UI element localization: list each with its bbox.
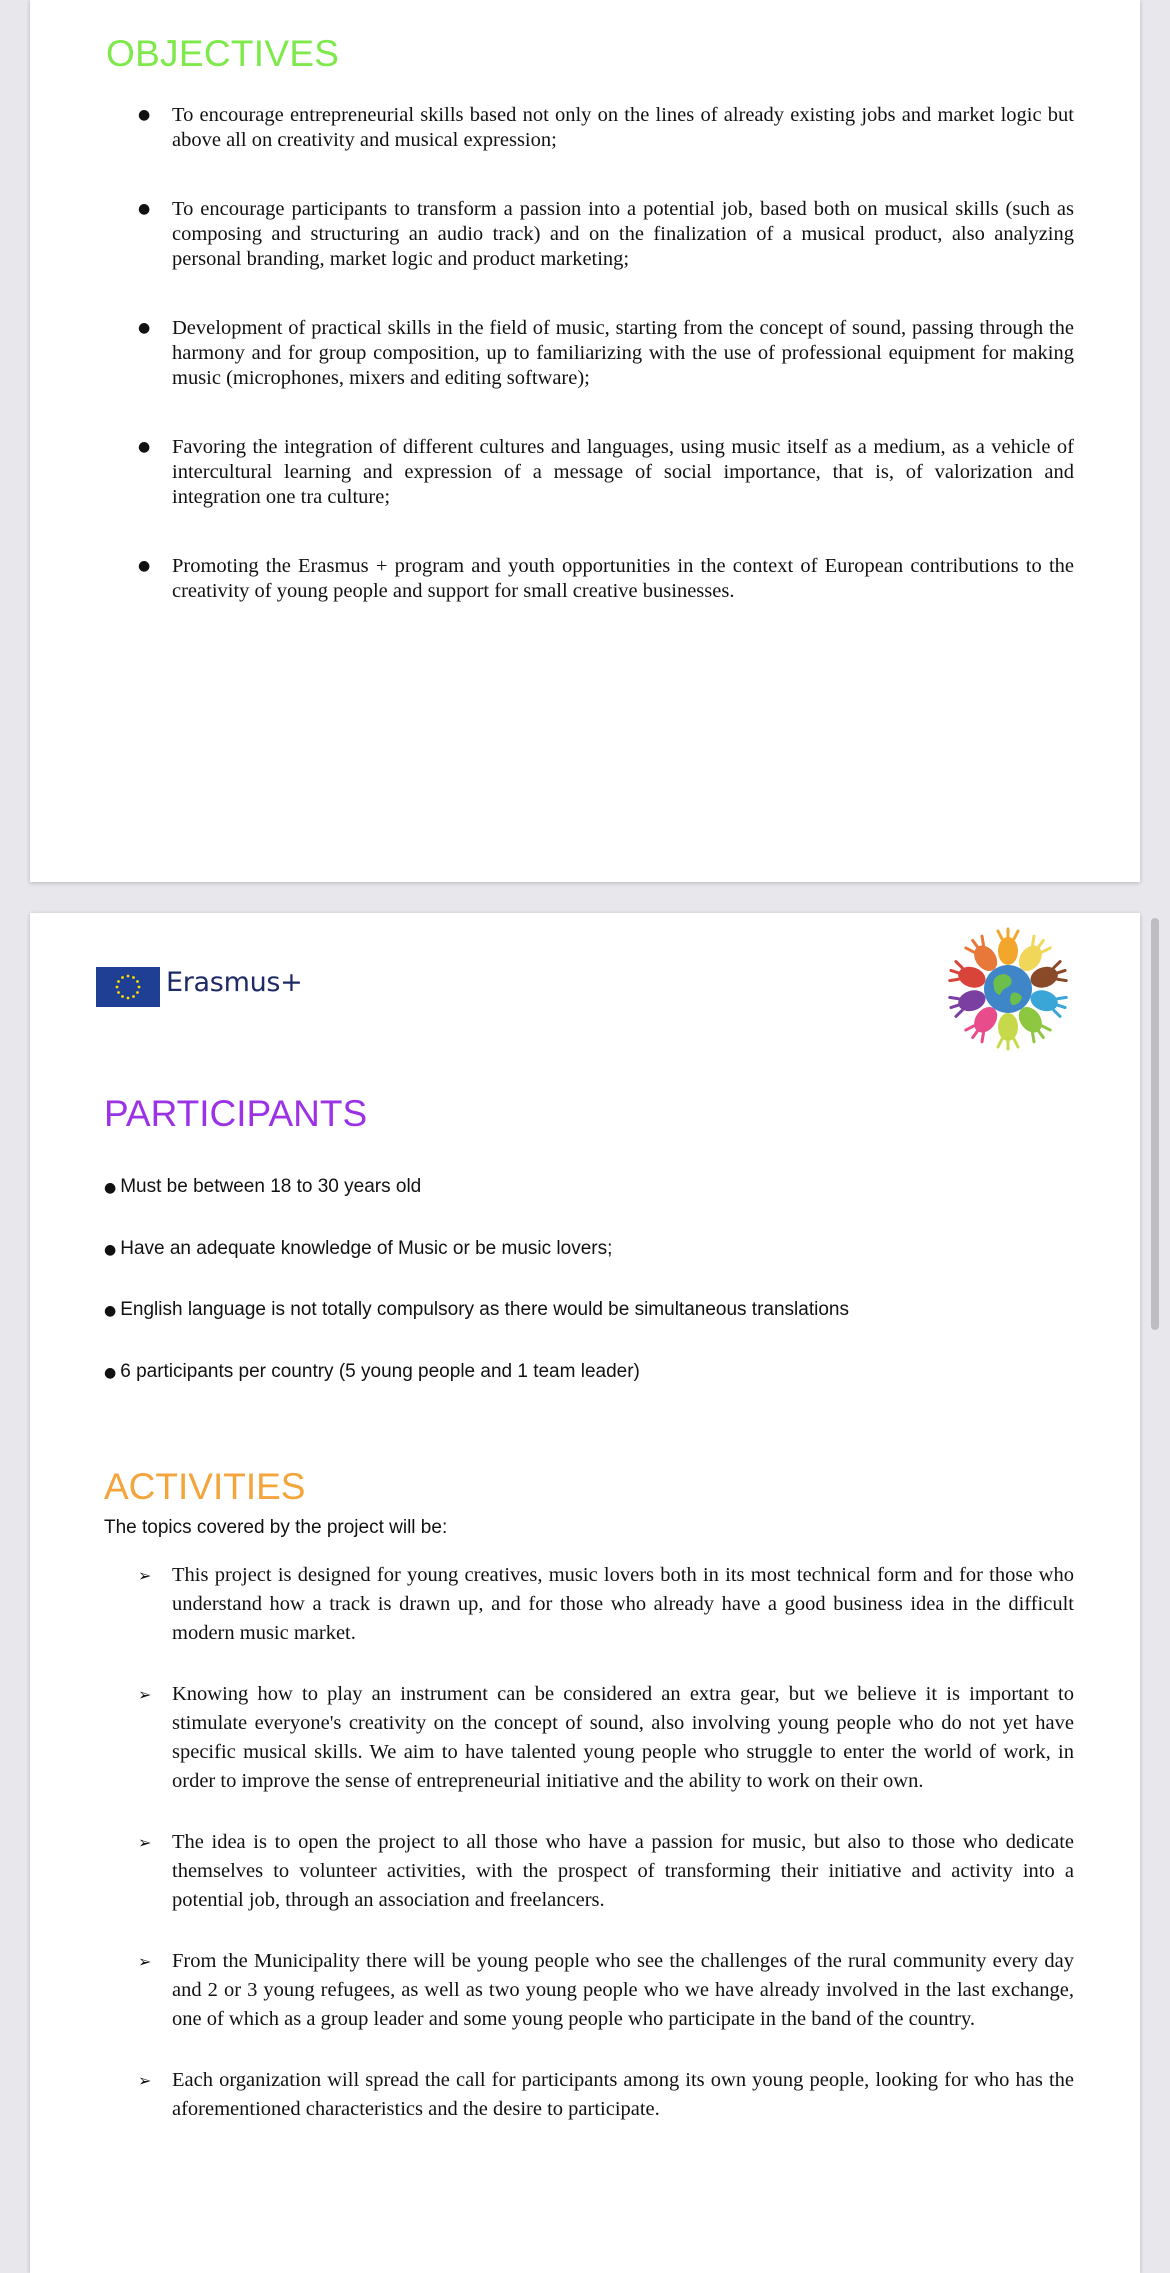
document-page-1 — [30, 0, 1140, 882]
participant-item — [104, 1361, 1084, 1423]
bullet-icon: ● — [104, 1180, 117, 1196]
arrow-bullet-icon: ➢ — [138, 2071, 152, 2090]
participant-item-text: Must be between 18 to 30 years old — [120, 1176, 422, 1197]
objective-item: ● To encourage entrepreneurial skills based not only on the lines of already existing jobs and market logic but above all on creativity and musical expression; — [172, 103, 1074, 153]
vertical-scrollbar[interactable] — [1151, 918, 1159, 1330]
bullet-icon: ● — [104, 1364, 117, 1381]
objectives-list — [172, 103, 1074, 648]
activity-item-text: Each organization will spread the call for participants among its own young people, looking for who has the aforementioned characteristics and the desire to participate. — [172, 2069, 1074, 2120]
participant-item-text: 6 participants per country (5 young people and 1 team leader) — [120, 1360, 640, 1382]
activity-item — [138, 1947, 1074, 2034]
arrow-bullet-icon: ➢ — [138, 1952, 152, 1971]
objective-item: ● Favoring the integration of different cultures and languages, using music itself as a medium, as a vehicle of intercultural learning and expression of a message of social importance, that is, of valorization and integration one tra culture; — [172, 435, 1074, 510]
participants-list — [104, 1176, 1084, 1422]
objective-item: ● Development of practical skills in the field of music, starting from the concept of sound, passing through the harmony and for group composition, up to familiarizing with the use of professional equipment for making music (microphones, mixers and editing software); — [172, 316, 1074, 391]
hands-globe-icon — [946, 927, 1070, 1051]
objectives-heading: OBJECTIVES — [106, 33, 340, 74]
participant-item-text: Have an adequate knowledge of Music or be music lovers; — [120, 1237, 613, 1259]
activities-heading: ACTIVITIES — [104, 1466, 306, 1507]
arrow-bullet-icon: ➢ — [138, 1566, 152, 1585]
participant-item-text: English language is not totally compulsory as there would be simultaneous translations — [120, 1299, 849, 1320]
activity-item — [138, 1561, 1074, 1648]
activity-item-text: The idea is to open the project to all those who have a passion for music, but also to those who dedicate themselves to volunteer activities, with the prospect of transforming their initiative and activity into a potential job, through an association and freelancers. — [172, 1831, 1074, 1911]
activity-item — [138, 2066, 1074, 2124]
activity-item — [138, 1828, 1074, 1915]
arrow-bullet-icon: ➢ — [138, 1833, 152, 1852]
participants-heading: PARTICIPANTS — [104, 1093, 368, 1134]
participant-item — [104, 1299, 1084, 1361]
participant-item — [104, 1176, 1084, 1238]
document-page-2 — [30, 913, 1140, 2273]
participant-item — [104, 1238, 1084, 1300]
activity-item-text: Knowing how to play an instrument can be considered an extra gear, but we believe it is important to stimulate everyone's creativity on the concept of sound, also involving young people who do not yet have specific musical skills. We aim to have talented young people who struggle to enter the world of work, in order to improve the sense of entrepreneurial initiative and the ability to work on their own. — [172, 1683, 1074, 1792]
objective-item: ● Promoting the Erasmus + program and youth opportunities in the context of European contributions to the creativity of young people and support for small creative businesses. — [172, 554, 1074, 604]
erasmus-logo-text: Erasmus+ — [166, 967, 303, 998]
arrow-bullet-icon: ➢ — [138, 1685, 152, 1704]
activity-item — [138, 1680, 1074, 1796]
bullet-icon: ● — [104, 1241, 117, 1258]
activities-list — [138, 1561, 1074, 2156]
activity-item-text: This project is designed for young creatives, music lovers both in its most technical form and for those who understand how a track is drawn up, and for those who already have a good business idea in the difficult modern music market. — [172, 1564, 1074, 1644]
activity-item-text: From the Municipality there will be young people who see the challenges of the rural community every day and 2 or 3 young refugees, as well as two young people who we have already involved in the last exchange, one of which as a group leader and some young people who participate in the band of the country. — [172, 1950, 1074, 2030]
activities-intro: The topics covered by the project will be: — [104, 1517, 448, 1538]
objective-item: ● To encourage participants to transform a passion into a potential job, based both on musical skills (such as composing and structuring an audio track) and on the finalization of a musical product, also analyzing personal branding, market logic and product marketing; — [172, 197, 1074, 272]
bullet-icon: ● — [104, 1303, 117, 1319]
eu-flag-icon — [96, 967, 160, 1007]
